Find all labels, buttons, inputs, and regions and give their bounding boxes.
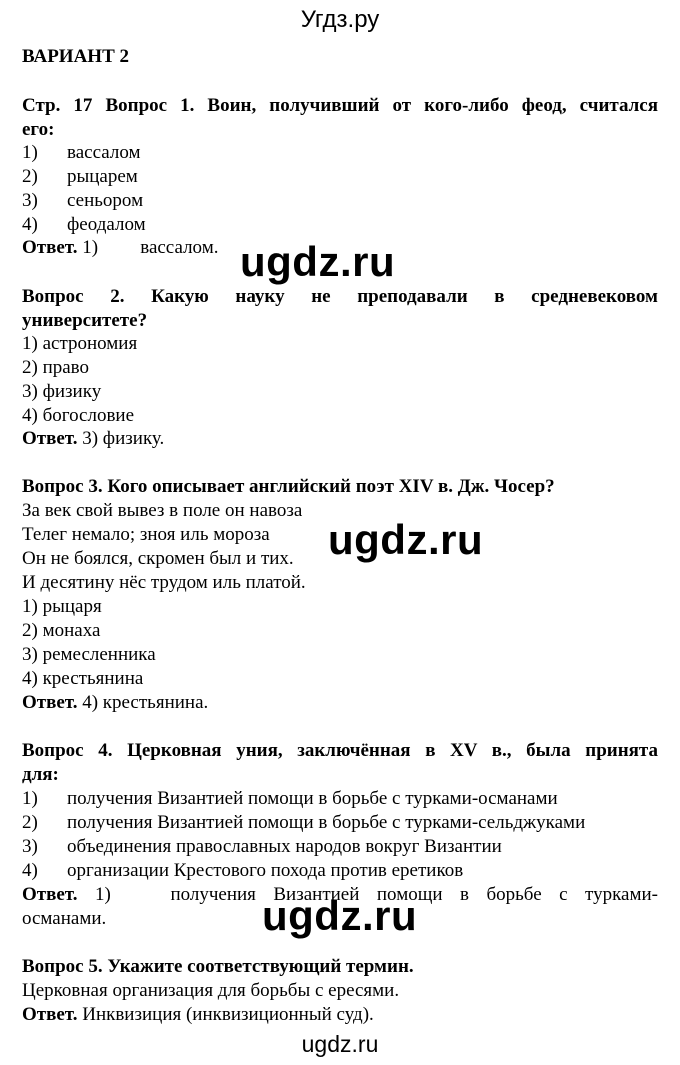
answer-text: получения Византией помощи в борьбе с турками- — [170, 884, 658, 905]
watermark-3: ugdz.ru — [262, 892, 418, 939]
answer-number: 1) — [82, 237, 99, 258]
option-text: рыцарем — [67, 166, 138, 187]
q4-option-2 — [22, 811, 585, 835]
q2-title-line1: Вопрос 2. Какую науку не преподавали в средневековом — [22, 286, 658, 307]
option-text: получения Византией помощи в борьбе с турками-османами — [67, 788, 558, 809]
q5-title: Вопрос 5. Укажите соответствующий термин. — [22, 956, 414, 977]
q5-answer — [22, 1003, 374, 1027]
q4-option-1 — [22, 787, 558, 811]
answer-label: Ответ. — [22, 692, 78, 713]
q3-option-1: 1) рыцаря — [22, 596, 102, 617]
q3-poem-line-4: И десятину нёс трудом иль платой. — [22, 572, 306, 593]
answer-label: Ответ. — [22, 1004, 78, 1025]
q2-option-1: 1) астрономия — [22, 333, 138, 354]
q1-option-1 — [22, 141, 141, 165]
q3-poem-line-2: Телег немало; зноя иль мороза — [22, 524, 270, 545]
option-text: сеньором — [67, 190, 144, 211]
option-number: 3) — [22, 836, 38, 857]
q4-option-4 — [22, 859, 463, 883]
q3-option-2: 2) монаха — [22, 620, 101, 641]
option-number: 2) — [22, 812, 38, 833]
site-header: Угдз.ру — [300, 6, 380, 33]
q1-option-4 — [22, 213, 146, 237]
option-number: 1) — [22, 788, 38, 809]
answer-text: вассалом. — [140, 237, 219, 258]
q1-answer — [22, 236, 218, 260]
q2-option-2: 2) право — [22, 357, 90, 378]
q3-poem-line-1: За век свой вывез в поле он навоза — [22, 500, 303, 521]
option-text: организации Крестового похода против еретиков — [67, 860, 464, 881]
q1-title-line2: его: — [22, 119, 55, 140]
q3-poem-line-3: Он не боялся, скромен был и тих. — [22, 548, 294, 569]
option-number: 3) — [22, 190, 38, 211]
q2-answer — [22, 427, 164, 451]
answer-label: Ответ. — [22, 428, 78, 449]
watermark-1: ugdz.ru — [240, 238, 396, 285]
watermark-2: ugdz.ru — [328, 516, 484, 563]
q4-title-line2: для: — [22, 764, 59, 785]
site-footer: ugdz.ru — [301, 1031, 379, 1057]
q4-title-line1: Вопрос 4. Церковная уния, заключённая в XV в., была принята — [22, 740, 658, 761]
answer-label: Ответ. — [22, 237, 78, 258]
option-text: получения Византией помощи в борьбе с турками-сельджуками — [67, 812, 586, 833]
option-text: объединения православных народов вокруг Византии — [67, 836, 502, 857]
answer-label: Ответ. — [22, 884, 78, 905]
q1-option-3 — [22, 189, 143, 213]
q1-option-2 — [22, 165, 138, 189]
answer-number: 1) — [94, 884, 111, 905]
q3-option-4: 4) крестьянина — [22, 668, 144, 689]
q3-title: Вопрос 3. Кого описывает английский поэт XIV в. Дж. Чосер? — [22, 476, 555, 497]
option-number: 4) — [22, 860, 38, 881]
q4-option-3 — [22, 835, 502, 859]
q4-answer-line2: османами. — [22, 908, 107, 929]
answer-text: 4) крестьянина. — [82, 692, 209, 713]
q2-title-line2: университете? — [22, 310, 148, 331]
q5-text: Церковная организация для борьбы с ересями. — [22, 980, 400, 1001]
answer-text: 3) физику. — [82, 428, 165, 449]
q2-option-4: 4) богословие — [22, 405, 135, 426]
q3-answer — [22, 691, 208, 715]
option-number: 1) — [22, 142, 38, 163]
q2-option-3: 3) физику — [22, 381, 102, 402]
q3-option-3: 3) ремесленника — [22, 644, 156, 665]
option-number: 4) — [22, 214, 38, 235]
option-text: феодалом — [67, 214, 146, 235]
answer-text: Инквизиция (инквизиционный суд). — [82, 1004, 374, 1025]
q1-title-line1: Стр. 17 Вопрос 1. Воин, получивший от кого-либо феод, считался — [22, 95, 658, 116]
variant-title: ВАРИАНТ 2 — [22, 46, 130, 67]
option-number: 2) — [22, 166, 38, 187]
option-text: вассалом — [67, 142, 141, 163]
